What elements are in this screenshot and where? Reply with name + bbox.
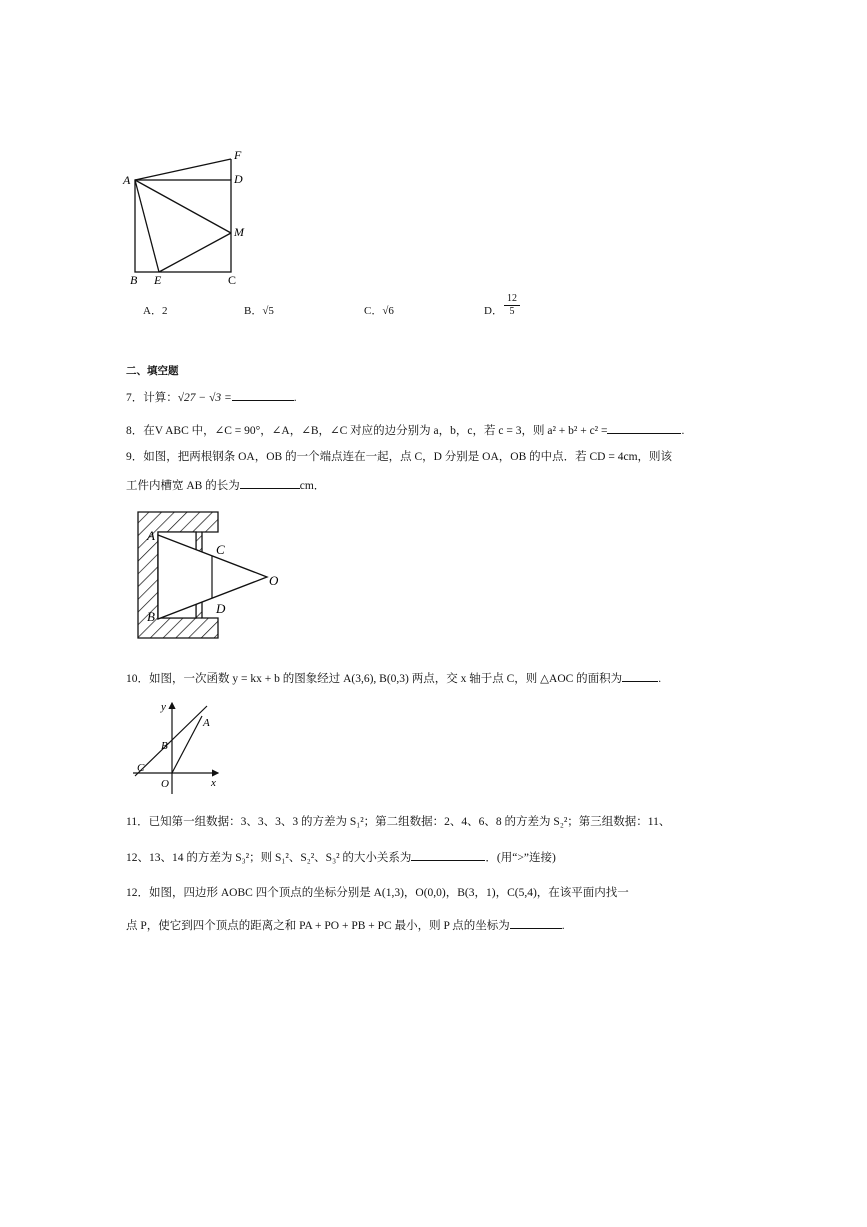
question-12-line2: 点 P，使它到四个顶点的距离之和 PA + PO + PB + PC 最小，则 P 点的坐标为 .: [126, 920, 565, 932]
question-7: 7．计算：√27 − √3 = .: [126, 392, 297, 404]
choice-c: C．√6: [364, 305, 394, 317]
question-9-line1: 9．如图，把两根钢条 OA，OB 的一个端点连在一起，点 C，D 分别是 OA，OB 的中点．若 CD = 4cm，则该: [126, 451, 673, 463]
answer-blank-10[interactable]: [622, 671, 658, 682]
label-e: E: [154, 273, 162, 287]
segment-oa: [172, 716, 202, 773]
answer-blank-7[interactable]: [232, 390, 294, 401]
label-a: A: [147, 528, 155, 543]
square-abcd: [135, 180, 231, 272]
label-m: M: [234, 225, 244, 239]
question-10: 10．如图，一次函数 y = kx + b 的图象经过 A(3,6), B(0,3) 两点，交 x 轴于点 C，则 △AOC 的面积为 .: [126, 673, 662, 685]
label-x: x: [211, 777, 216, 789]
segment-af: [135, 159, 231, 180]
choice-a: A．2: [143, 305, 168, 317]
label-y: y: [161, 701, 166, 713]
segment-em: [159, 233, 231, 272]
line-ab: [135, 706, 207, 776]
label-b: B: [147, 609, 155, 624]
answer-blank-9[interactable]: [240, 478, 300, 489]
choice-b: B．√5: [244, 305, 274, 317]
label-b: B: [161, 740, 168, 752]
segment-am: [135, 180, 231, 233]
question-11-line1: 11．已知第一组数据：3、3、3、3 的方差为 S₁²；第二组数据：2、4、6、8 的方差为 S₂²；第三组数据：11、: [126, 816, 671, 828]
q6-square-figure: [120, 145, 260, 290]
question-8: 8．在V ABC 中，∠C = 90°，∠A，∠B，∠C 对应的边分别为 a，b，c，若 c = 3，则 a² + b² + c² = .: [126, 425, 685, 437]
section-title: 二、填空题: [126, 365, 179, 377]
answer-blank-11[interactable]: [411, 850, 485, 861]
label-d: D: [234, 172, 243, 186]
label-a: A: [123, 173, 131, 187]
choice-d-fraction: 12 5: [504, 293, 520, 318]
q10-graph-figure: [125, 698, 230, 798]
segment-ae: [135, 180, 159, 272]
question-12-line1: 12．如图，四边形 AOBC 四个顶点的坐标分别是 A(1,3)，O(0,0)，B(3，1)，C(5,4)，在该平面内找一: [126, 887, 629, 899]
label-o: O: [161, 778, 169, 790]
label-f: F: [234, 148, 242, 162]
question-11-line2: 12、13、14 的方差为 S₃²；则 S₁²、S₂²、S₃² 的大小关系为 ．(用“>”连接): [126, 852, 556, 864]
label-c: C: [228, 273, 237, 287]
label-b: B: [130, 273, 138, 287]
answer-blank-8[interactable]: [607, 423, 681, 434]
label-c: C: [137, 762, 145, 774]
choice-d: D．: [484, 305, 503, 317]
answer-blank-12[interactable]: [510, 918, 562, 929]
label-o: O: [269, 573, 279, 588]
question-9-line2: 工件内槽宽 AB 的长为 cm．: [126, 480, 326, 492]
label-a: A: [203, 717, 210, 729]
label-d: D: [216, 601, 226, 616]
q9-groove-figure: [130, 505, 290, 647]
label-c: C: [216, 542, 225, 557]
